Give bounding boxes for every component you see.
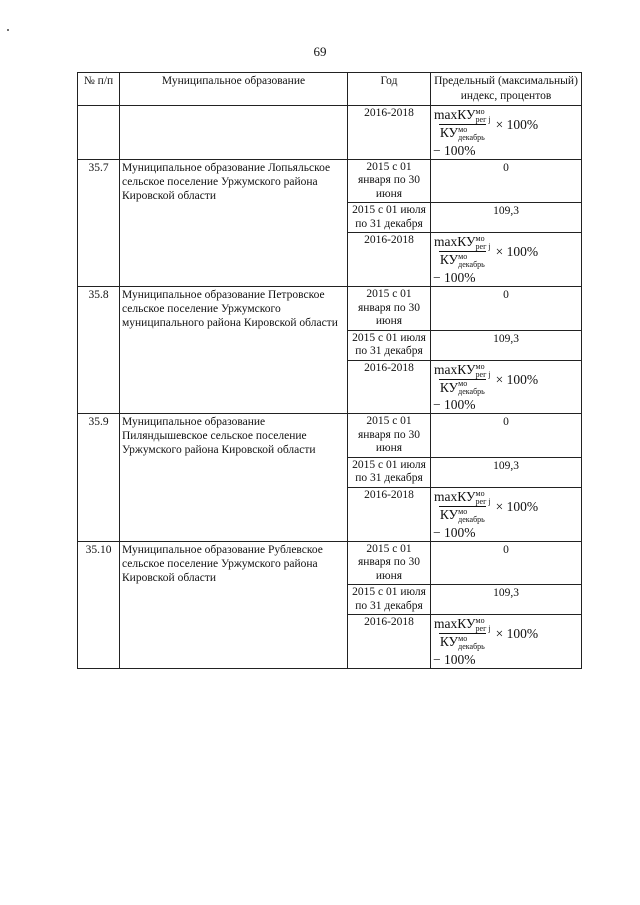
cell-year: 2016-2018 xyxy=(348,106,431,160)
formula-times: × 100% xyxy=(495,116,539,132)
header-municipality: Муниципальное образование xyxy=(120,73,348,106)
table-row xyxy=(78,414,582,458)
formula-num-sub: рег j xyxy=(475,114,491,124)
formula-num-sub: рег j xyxy=(475,624,491,634)
cell-index: 0 xyxy=(431,541,582,585)
cell-municipality: Муниципальное образование Рублевское сельское поселение Уржумского района Кировской области xyxy=(120,541,348,668)
formula-num-sup: мо xyxy=(475,616,485,626)
cell-year: 2015 с 01 января по 30 июня xyxy=(348,159,431,203)
cell-index: 109,3 xyxy=(431,457,582,487)
cell-index: 0 xyxy=(431,159,582,203)
cell-municipality: Муниципальное образование Пиляндышевское сельское поселение Уржумского района Кировской области xyxy=(120,414,348,541)
formula-times: × 100% xyxy=(495,498,539,514)
formula-num-sub: рег j xyxy=(475,496,491,506)
header-num: № п/п xyxy=(78,73,120,106)
cell-index: 0 xyxy=(431,287,582,331)
page-number: 69 xyxy=(313,44,327,59)
formula-num-base: maxКУ xyxy=(434,361,476,377)
formula-minus: − 100% xyxy=(433,142,476,158)
formula-den-sub: декабрь xyxy=(458,642,485,652)
formula-den-base: КУ xyxy=(439,252,459,268)
formula-times: × 100% xyxy=(495,626,539,642)
cell-year: 2016-2018 xyxy=(348,615,431,669)
cell-year: 2015 с 01 июля по 31 декабря xyxy=(348,203,431,233)
cell-index-formula xyxy=(431,360,582,414)
cell-year: 2015 с 01 июля по 31 декабря xyxy=(348,330,431,360)
table-body xyxy=(78,106,582,669)
index-formula xyxy=(433,616,579,667)
cell-index-formula xyxy=(431,233,582,287)
cell-index-formula xyxy=(431,106,582,160)
formula-num-sup: мо xyxy=(475,106,485,116)
cell-index: 0 xyxy=(431,414,582,458)
index-formula xyxy=(433,362,579,413)
index-formula xyxy=(433,489,579,540)
table-header-row xyxy=(78,73,582,106)
formula-num-base: maxКУ xyxy=(434,616,476,632)
formula-num-sup: мо xyxy=(475,488,485,498)
cell-num: 35.10 xyxy=(78,541,120,668)
formula-den-sup: мо xyxy=(458,252,468,262)
formula-minus: − 100% xyxy=(433,652,476,668)
table-row xyxy=(78,159,582,203)
formula-num-sub: рег j xyxy=(475,242,491,252)
formula-times: × 100% xyxy=(495,244,539,260)
formula-den-sub: декабрь xyxy=(458,514,485,524)
formula-minus: − 100% xyxy=(433,270,476,286)
table-row xyxy=(78,541,582,585)
formula-den-sub: декабрь xyxy=(458,387,485,397)
cell-year: 2015 с 01 января по 30 июня xyxy=(348,414,431,458)
formula-num-base: maxКУ xyxy=(434,107,476,122)
continuation-row xyxy=(78,106,582,160)
formula-den-base: КУ xyxy=(439,124,459,140)
cell-year: 2016-2018 xyxy=(348,487,431,541)
cell-num-empty xyxy=(78,106,120,160)
cell-index: 109,3 xyxy=(431,203,582,233)
formula-num-sup: мо xyxy=(475,361,485,371)
cell-index-formula xyxy=(431,487,582,541)
formula-den-sub: декабрь xyxy=(458,132,485,142)
cell-num: 35.9 xyxy=(78,414,120,541)
formula-den-sup: мо xyxy=(458,634,468,644)
cell-year: 2015 с 01 января по 30 июня xyxy=(348,541,431,585)
formula-den-base: КУ xyxy=(439,379,459,395)
cell-year: 2016-2018 xyxy=(348,360,431,414)
formula-den-base: КУ xyxy=(439,506,459,522)
formula-minus: − 100% xyxy=(433,524,476,540)
tariff-index-table xyxy=(77,72,582,669)
cell-municipality: Муниципальное образование Петровское сельское поселение Уржумского муниципального района Кировской области xyxy=(120,287,348,414)
cell-name-empty xyxy=(120,106,348,160)
formula-num-base: maxКУ xyxy=(434,234,476,250)
cell-year: 2015 с 01 января по 30 июня xyxy=(348,287,431,331)
formula-den-sup: мо xyxy=(458,379,468,389)
cell-year: 2015 с 01 июля по 31 декабря xyxy=(348,585,431,615)
cell-num: 35.7 xyxy=(78,159,120,286)
table-row xyxy=(78,287,582,331)
formula-den-sup: мо xyxy=(458,124,468,134)
index-formula xyxy=(433,107,579,158)
cell-index-formula xyxy=(431,615,582,669)
formula-minus: − 100% xyxy=(433,397,476,413)
cell-municipality: Муниципальное образование Лопьяльское сельское поселение Уржумского района Кировской области xyxy=(120,159,348,286)
scan-speck xyxy=(7,29,9,31)
cell-index: 109,3 xyxy=(431,330,582,360)
formula-num-sub: рег j xyxy=(475,369,491,379)
cell-num: 35.8 xyxy=(78,287,120,414)
formula-num-base: maxКУ xyxy=(434,488,476,504)
formula-times: × 100% xyxy=(495,371,539,387)
cell-year: 2016-2018 xyxy=(348,233,431,287)
formula-den-base: КУ xyxy=(439,634,459,650)
cell-year: 2015 с 01 июля по 31 декабря xyxy=(348,457,431,487)
header-index: Предельный (максимальный) индекс, процентов xyxy=(431,73,582,106)
formula-num-sup: мо xyxy=(475,234,485,244)
index-formula xyxy=(433,234,579,285)
header-year: Год xyxy=(348,73,431,106)
formula-den-sup: мо xyxy=(458,506,468,516)
formula-den-sub: декабрь xyxy=(458,260,485,270)
cell-index: 109,3 xyxy=(431,585,582,615)
